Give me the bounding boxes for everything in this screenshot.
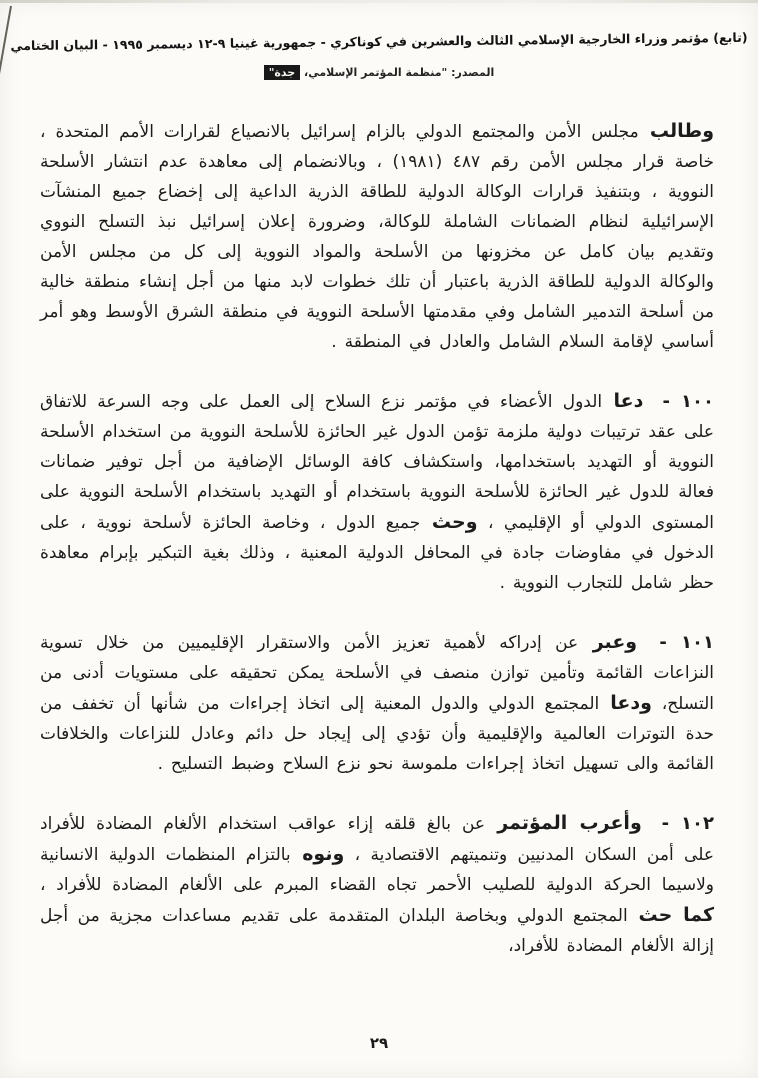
bold-keyword: وحث	[420, 511, 478, 533]
paragraph	[40, 116, 714, 357]
text-segment: عن إدراكه لأهمية تعزيز الأمن والاستقرار الإقليميين من خلال تسوية النزاعات القائمة وتأمين توازن منصف في الأسلحة يمكن تحقيقه على مستويات أدنى من التسلح،	[40, 633, 714, 714]
text-segment: المجتمع الدولي والدول المعنية إلى اتخاذ إجراءات من شأنها أن تخفف من حدة التوترات العالمية والإقليمية وأن تؤدي إلى إيجاد حل دائم وعادل للنزاعات والخلافات القائمة والى تسهيل اتخاذ إجراءات ملموسة نحو نزع السلاح وضبط التسليح .	[40, 694, 714, 774]
page-number: ٢٩	[369, 1034, 389, 1052]
scan-edge-artifact	[0, 0, 758, 3]
bold-keyword: دعا	[602, 390, 644, 412]
bold-keyword: ودعا	[599, 692, 652, 714]
paragraph	[40, 386, 714, 598]
paragraph-number: ١٠٢ -	[649, 813, 714, 834]
text-segment: المجتمع الدولي وبخاصة البلدان المتقدمة على تقديم مساعدات مجزية من أجل إزالة الألغام المضادة للأفراد،	[40, 906, 714, 956]
bold-keyword: وأعرب المؤتمر	[485, 812, 642, 834]
paragraph-number: ١٠٠ -	[651, 391, 714, 412]
bold-keyword: كما حث	[627, 904, 714, 926]
text-segment: عن بالغ قلقه إزاء عواقب استخدام الألغام المضادة للأفراد على أمن السكان المدنيين وتنميتهم الاقتصادية ،	[40, 814, 714, 865]
text-segment: مجلس الأمن والمجتمع الدولي بالزام إسرائيل بالانصياع لقرارات الأمم المتحدة ، خاصة قرار مجلس الأمن رقم ٤٨٧ (١٩٨١) ، وبالانضمام إلى معاهدة عدم انتشار الأسلحة النووية ، وبتنفيذ قرارات الوكالة الدولية للطاقة الذرية الداعية إلى إخضاع جميع المنشآت الإسرائيلية لنظام الضمانات الشاملة للوكالة، وضرورة إعلان إسرائيل نبذ التسلح النووي وتقديم بيان كامل عن مخزونها من الأسلحة والمواد النووية إلى كل من مجلس الأمن والوكالة الدولية للطاقة الذرية باعتبار أن تلك خطوات لابد منها من أجل إنشاء منطقة خالية من أسلحة التدمير الشامل وفي مقدمتها الأسلحة النووية في منطقة الشرق الأوسط وهو أمر أساسي لإقامة السلام الشامل والعادل في المنطقة .	[40, 122, 715, 352]
bold-keyword: وطالب	[638, 120, 715, 142]
paragraph	[40, 808, 714, 961]
source-highlight-stamp: جدة"	[264, 65, 301, 80]
source-label: المصدر: "منظمة المؤتمر الإسلامي،	[304, 66, 495, 79]
document-header-title: (تابع) مؤتمر وزراء الخارجية الإسلامي الثالث والعشرين في كوناكري - جمهورية غينيا ٩-١٢ ديسمبر ١٩٩٥ - البيان الختامي	[10, 29, 748, 54]
text-segment: جميع الدول ، وخاصة الحائزة لأسلحة نووية ، على الدخول في مفاوضات جادة في المحافل الدولية المعنية ، وذلك بغية التبكير بإبرام معاهدة حظر شامل للتجارب النووية .	[40, 513, 714, 593]
paragraph-number: ١٠١ -	[645, 632, 714, 653]
document-body	[40, 116, 714, 990]
bold-keyword: وعبر	[578, 631, 638, 653]
document-source-line	[0, 66, 758, 79]
text-segment: بالتزام المنظمات الدولية الانسانية ولاسيما الحركة الدولية للصليب الأحمر تجاه القضاء المبرم على الألغام المضادة للأفراد ،	[40, 845, 714, 895]
text-segment: الدول الأعضاء في مؤتمر نزع السلاح إلى العمل على وجه السرعة للاتفاق على عقد ترتيبات دولية ملزمة تؤمن الدول غير الحائزة للأسلحة النووية من استخدام الأسلحة النووية أو التهديد باستخدامها، واستكشاف كافة الوسائل الإضافية من أجل توفير ضمانات فعالة للدول غير الحائزة للأسلحة النووية باستخدام أو التهديد باستخدام الأسلحة النووية على المستوى الدولي أو الإقليمي ،	[40, 392, 715, 533]
paragraph	[40, 627, 714, 779]
bold-keyword: ونوه	[290, 843, 345, 865]
